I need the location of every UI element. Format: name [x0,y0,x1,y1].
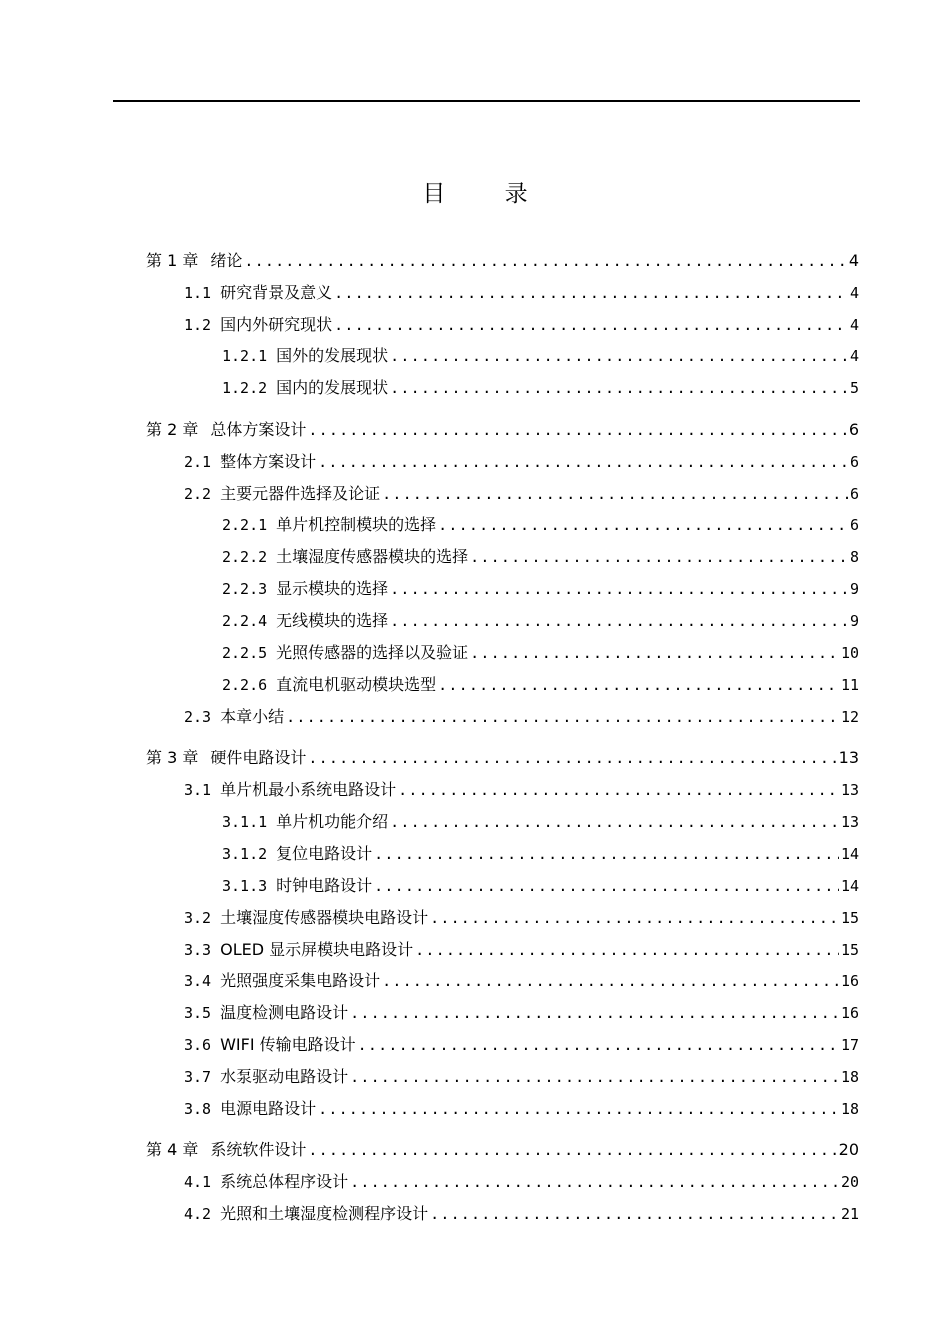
dot-leader [415,939,839,961]
toc-entry-chapter-2[interactable] [146,419,859,441]
dot-leader [308,747,836,769]
toc-entry-page: 20 [838,1140,859,1159]
toc-entry-section[interactable] [184,483,859,505]
toc-entry-label: 系统软件设计 [210,1140,307,1159]
toc-entry-label: 国内外研究现状 [220,315,333,334]
toc-entry-number: 2.1 [184,453,212,471]
toc-entry-page: 15 [840,909,859,927]
toc-entry-page: 9 [849,612,859,630]
toc-entry-label: 研究背景及意义 [220,283,333,302]
toc-entry-page: 4 [849,284,859,302]
toc-entry-page: 14 [840,877,859,895]
toc-entry-subsection[interactable] [222,546,859,568]
toc-entry-number: 3.2 [184,909,212,927]
toc-entry-section[interactable] [184,939,859,961]
toc-entry-page: 8 [849,548,859,566]
dot-leader [350,1171,839,1193]
toc-entry-label: 复位电路设计 [276,844,373,863]
toc-entry-number: 2.2.4 [222,612,268,630]
toc-entry-section[interactable] [184,1066,859,1088]
dot-leader [350,1066,839,1088]
dot-leader [318,451,848,473]
dot-leader [390,578,848,600]
toc-entry-number: 第 2 章 [146,420,199,439]
toc-entry-label: 土壤湿度传感器模块电路设计 [220,908,429,927]
toc-entry-section[interactable] [184,779,859,801]
toc-entry-subsection[interactable] [222,811,859,833]
toc-entry-label: 本章小结 [220,707,285,726]
toc-entry-number: 2.2.2 [222,548,268,566]
toc-entry-section[interactable] [184,451,859,473]
toc-entry-label: 直流电机驱动模块选型 [276,675,437,694]
toc-entry-subsection[interactable] [222,377,859,399]
toc-entry-page: 5 [849,379,859,397]
dot-leader [438,514,848,536]
toc-entry-number: 第 1 章 [146,251,199,270]
dot-leader [398,779,839,801]
toc-entry-number: 3.1.1 [222,813,268,831]
toc-entry-page: 20 [840,1173,859,1191]
toc-entry-page: 18 [840,1100,859,1118]
toc-title: 目 录 [422,181,554,207]
toc-entry-label: 光照强度采集电路设计 [220,971,381,990]
toc-entry-subsection[interactable] [222,345,859,367]
toc-entry-section[interactable] [184,706,859,728]
toc-entry-number: 1.2.1 [222,347,268,365]
toc-entry-page: 4 [849,347,859,365]
toc-entry-section[interactable] [184,907,859,929]
toc-entry-number: 3.7 [184,1068,212,1086]
dot-leader [438,674,839,696]
toc-entry-label: 主要元器件选择及论证 [220,484,381,503]
toc-entry-subsection[interactable] [222,578,859,600]
toc-entry-chapter-4[interactable] [146,1139,859,1161]
dot-leader [334,314,848,336]
toc-entry-label: 电源电路设计 [220,1099,317,1118]
toc-entry-label: 土壤湿度传感器模块的选择 [276,547,469,566]
toc-entry-label: OLED 显示屏模块电路设计 [220,940,414,959]
toc-entry-section[interactable] [184,1171,859,1193]
dot-leader [390,377,848,399]
dot-leader [382,970,839,992]
toc-entry-page: 16 [840,972,859,990]
toc-entry-number: 第 3 章 [146,748,199,767]
toc-entry-label: 显示模块的选择 [276,579,389,598]
dot-leader [390,345,848,367]
dot-leader [308,1139,836,1161]
toc-entry-number: 3.5 [184,1004,212,1022]
toc-entry-number: 第 4 章 [146,1140,199,1159]
dot-leader [430,907,839,929]
dot-leader [308,419,846,441]
toc-entry-page: 11 [840,676,859,694]
toc-entry-subsection[interactable] [222,843,859,865]
toc-entry-label: 国外的发展现状 [276,346,389,365]
toc-entry-number: 3.4 [184,972,212,990]
dot-leader [350,1002,839,1024]
toc-entry-label: 整体方案设计 [220,452,317,471]
toc-entry-label: WIFI 传输电路设计 [220,1035,356,1054]
toc-entry-page: 6 [849,453,859,471]
dot-leader [470,642,839,664]
dot-leader [334,282,848,304]
dot-leader [390,610,848,632]
toc-entry-page: 4 [848,251,859,270]
dot-leader [374,875,839,897]
toc-entry-page: 6 [848,420,859,439]
toc-entry-number: 2.2.1 [222,516,268,534]
toc-entry-page: 13 [840,813,859,831]
toc-entry-number: 3.6 [184,1036,212,1054]
toc-entry-number: 3.1 [184,781,212,799]
toc-entry-section[interactable] [184,1002,859,1024]
toc-entry-section[interactable] [184,282,859,304]
toc-entry-page: 15 [840,941,859,959]
toc-entry-label: 单片机功能介绍 [276,812,389,831]
toc-entry-label: 单片机控制模块的选择 [276,515,437,534]
toc-entry-subsection[interactable] [222,875,859,897]
dot-leader [382,483,848,505]
toc-entry-page: 18 [840,1068,859,1086]
toc-entry-number: 2.2.6 [222,676,268,694]
dot-leader [358,1034,839,1056]
toc-entry-section[interactable] [184,970,859,992]
toc-entry-page: 16 [840,1004,859,1022]
toc-entry-page: 17 [840,1036,859,1054]
toc-entry-number: 1.2.2 [222,379,268,397]
toc-entry-number: 3.3 [184,941,212,959]
toc-entry-chapter-1[interactable] [146,250,859,272]
toc-entry-number: 3.8 [184,1100,212,1118]
toc-entry-number: 1.1 [184,284,212,302]
dot-leader [390,811,839,833]
toc-entry-page: 4 [849,316,859,334]
toc-entry-subsection[interactable] [222,514,859,536]
dot-leader [244,250,846,272]
toc-entry-label: 水泵驱动电路设计 [220,1067,349,1086]
dot-leader [374,843,839,865]
toc-entry-number: 3.1.2 [222,845,268,863]
toc-entry-subsection[interactable] [222,674,859,696]
toc-entry-page: 12 [840,708,859,726]
toc-entry-number: 2.3 [184,708,212,726]
toc-entry-label: 总体方案设计 [210,420,307,439]
toc-entry-subsection[interactable] [222,610,859,632]
toc-entry-label: 单片机最小系统电路设计 [220,780,397,799]
dot-leader [430,1203,839,1225]
toc-entry-page: 9 [849,580,859,598]
dot-leader [318,1098,839,1120]
toc-entry-chapter-3[interactable] [146,747,859,769]
toc-entry-page: 21 [840,1205,859,1223]
toc-entry-section[interactable] [184,1098,859,1120]
toc-entry-label: 光照和土壤湿度检测程序设计 [220,1204,429,1223]
toc-entry-number: 4.2 [184,1205,212,1223]
toc-entry-section[interactable] [184,314,859,336]
toc-entry-number: 1.2 [184,316,212,334]
toc-entry-section[interactable] [184,1203,859,1225]
toc-entry-label: 绪论 [210,251,243,270]
toc-entry-number: 2.2 [184,485,212,503]
toc-entry-label: 无线模块的选择 [276,611,389,630]
dot-leader [470,546,848,568]
toc-entry-subsection[interactable] [222,642,859,664]
toc-entry-page: 13 [838,748,859,767]
toc-entry-label: 光照传感器的选择以及验证 [276,643,469,662]
toc-entry-page: 13 [840,781,859,799]
dot-leader [286,706,839,728]
toc-entry-label: 系统总体程序设计 [220,1172,349,1191]
toc-entry-label: 国内的发展现状 [276,378,389,397]
toc-entry-label: 硬件电路设计 [210,748,307,767]
toc-entry-number: 4.1 [184,1173,212,1191]
toc-entry-page: 10 [840,644,859,662]
toc-entry-number: 2.2.3 [222,580,268,598]
toc-entry-label: 温度检测电路设计 [220,1003,349,1022]
toc-entry-section[interactable] [184,1034,859,1056]
toc-entry-page: 14 [840,845,859,863]
toc-entry-number: 3.1.3 [222,877,268,895]
toc-entry-page: 6 [849,516,859,534]
toc-entry-page: 6 [849,485,859,503]
toc-entry-number: 2.2.5 [222,644,268,662]
toc-entry-label: 时钟电路设计 [276,876,373,895]
